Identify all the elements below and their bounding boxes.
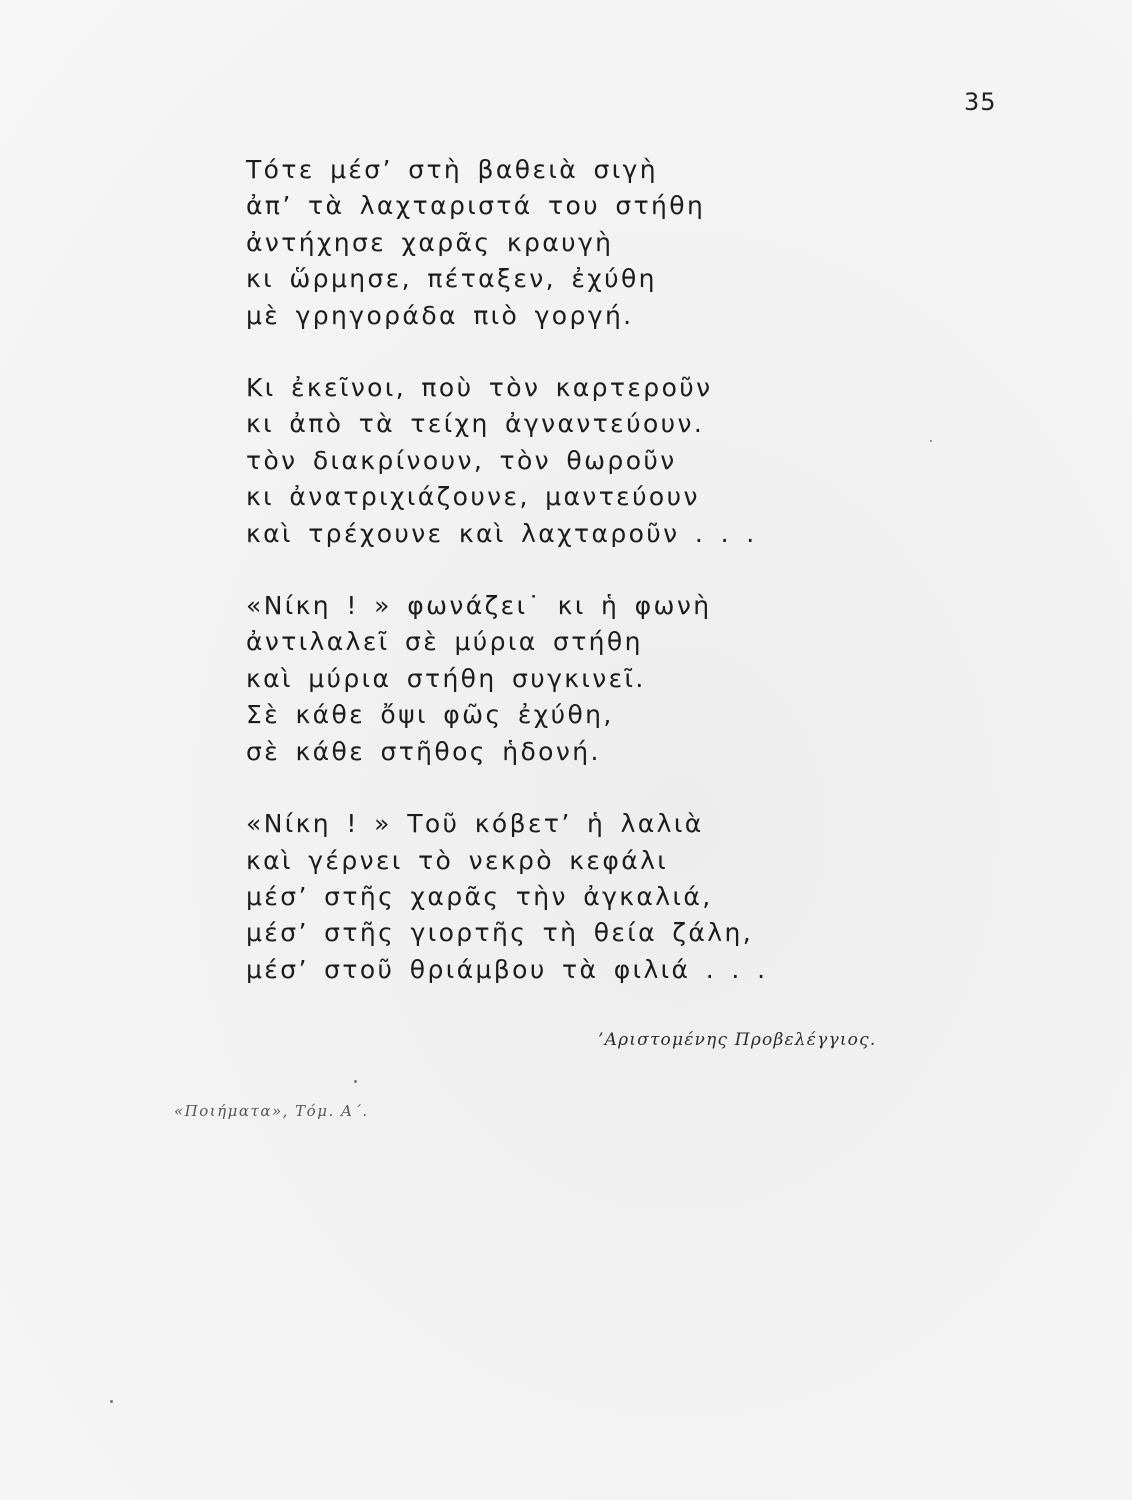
poem-line: καὶ τρέχουνε καὶ λαχταροῦν . . .: [246, 518, 757, 548]
poem-line: κι ἀνατριχιάζουνε, μαντεύουν: [246, 482, 700, 512]
poem-line: «Νίκη ! » Τοῦ κόβετ’ ἡ λαλιὰ: [246, 809, 704, 839]
poem-line: καὶ μύρια στήθη συγκινεῖ.: [246, 663, 646, 693]
poem-line: κι ἀπὸ τὰ τείχη ἀγναντεύουν.: [246, 409, 705, 439]
poem-line: ἀπ’ τὰ λαχταριστά του στήθη: [246, 191, 706, 221]
stanza-4: [246, 806, 886, 988]
poem-line: Τότε μέσ’ στὴ βαθειὰ σιγὴ: [246, 155, 658, 184]
paper-speck: [354, 1080, 357, 1083]
poem-line: μέσ’ στῆς χαρᾶς τὴν ἀγκαλιά,: [246, 881, 713, 911]
paper-speck: [930, 440, 932, 442]
poem-line: μέσ’ στῆς γιορτῆς τὴ θεία ζάλη,: [246, 918, 754, 948]
poem-line: μὲ γρηγοράδα πιὸ γοργή.: [246, 300, 634, 330]
poem-line: μέσ’ στοῦ θριάμβου τὰ φιλιά . . .: [246, 954, 768, 984]
poem-line: Κι ἐκεῖνοι, ποὺ τὸν καρτεροῦν: [246, 373, 713, 403]
stanza-1: [246, 152, 886, 334]
poem-line: «Νίκη ! » φωνάζει˙ κι ἡ φωνὴ: [246, 591, 712, 621]
poem-line: ἀντήχησε χαρᾶς κραυγὴ: [246, 227, 614, 257]
poem-line: Σὲ κάθε ὄψι φῶς ἐχύθη,: [246, 700, 614, 730]
poem-line: κι ὥρμησε, πέταξεν, ἐχύθη: [246, 264, 657, 294]
poem-line: καὶ γέρνει τὸ νεκρὸ κεφάλι: [246, 845, 669, 875]
page-number: 35: [964, 88, 997, 116]
poem-line: σὲ κάθε στῆθος ἡδονή.: [246, 736, 601, 766]
poem-line: τὸν διακρίνουν, τὸν θωροῦν: [246, 445, 677, 475]
source-citation: «Ποιήματα», Τόμ. Α΄.: [174, 1102, 369, 1120]
poem-line: ἀντιλαλεῖ σὲ μύρια στήθη: [246, 627, 643, 657]
poem: [246, 152, 886, 988]
paper-speck: [110, 1400, 113, 1403]
stanza-3: [246, 588, 886, 770]
stanza-2: [246, 370, 886, 552]
author-signature: ’Αριστομένης Προβελέγγιος.: [598, 1030, 877, 1050]
